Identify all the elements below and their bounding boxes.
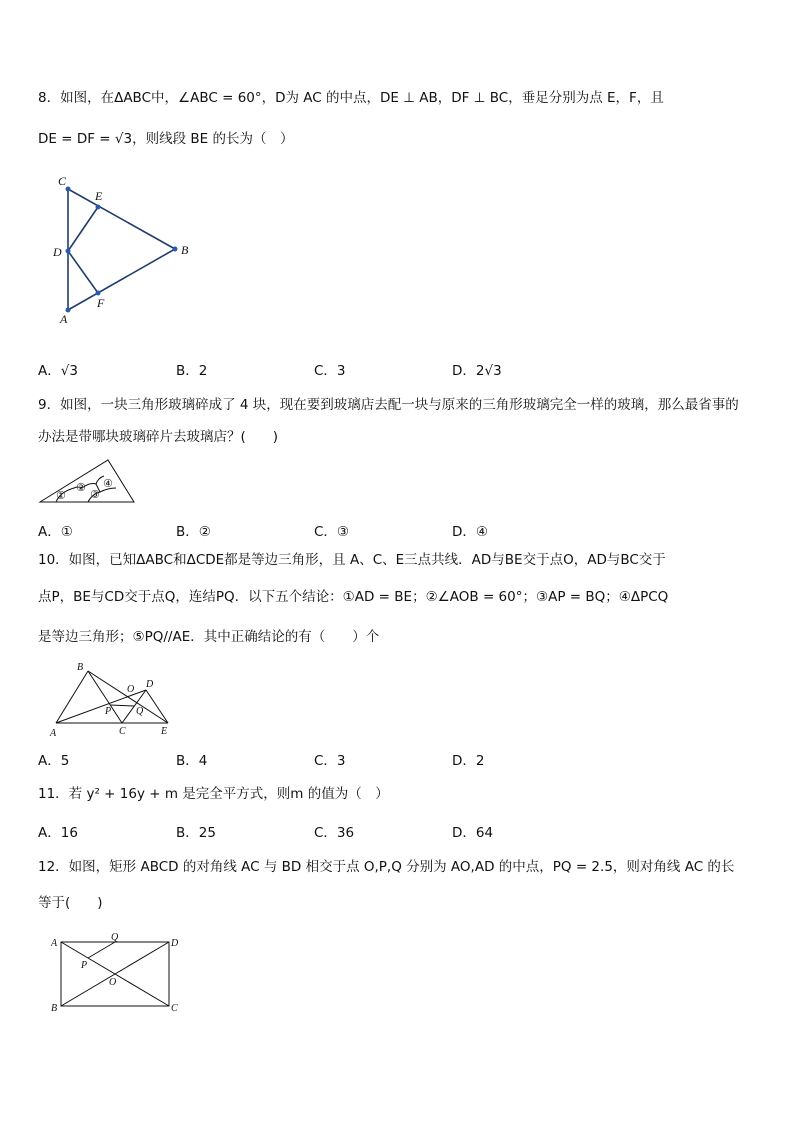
- q8-line-df: [68, 251, 98, 293]
- q9-label-piece2: ②: [76, 481, 86, 494]
- q9-figure: [38, 458, 138, 506]
- q8-point-d: [66, 249, 71, 254]
- q9-option-c[interactable]: C．③: [314, 524, 350, 540]
- q10-label-b: B: [77, 662, 84, 673]
- q8-point-e: [96, 205, 101, 210]
- q9-label-piece4: ④: [103, 477, 113, 490]
- q12-label-a: A: [51, 938, 58, 949]
- q8-option-a[interactable]: A．√3: [38, 363, 78, 379]
- q12-segment-pq: [88, 942, 115, 958]
- q12-text-line2: 等于( ): [38, 895, 103, 911]
- q10-option-c[interactable]: C．3: [314, 753, 346, 769]
- q9-option-d[interactable]: D．④: [452, 524, 488, 540]
- q11-option-c[interactable]: C．36: [314, 825, 355, 841]
- q8-option-c[interactable]: C．3: [314, 363, 346, 379]
- q12-label-q: Q: [111, 932, 119, 943]
- q10-line-pq: [110, 705, 134, 706]
- q9-label-piece3: ③: [90, 488, 100, 501]
- q11-option-a[interactable]: A．16: [38, 825, 78, 841]
- q8-label-d: D: [53, 245, 62, 259]
- q8-figure: [48, 172, 198, 327]
- q12-text-line1: 12．如图，矩形 ABCD 的对角线 AC 与 BD 相交于点 O,P,Q 分别为 AO,AD 的中点，PQ = 2.5，则对角线 AC 的长: [38, 859, 735, 875]
- q8-label-b: B: [181, 243, 189, 257]
- q8-line-ab: [68, 249, 175, 310]
- q8-point-f: [96, 291, 101, 296]
- q9-option-b[interactable]: B．②: [176, 524, 211, 540]
- q10-label-e: E: [161, 726, 168, 737]
- q10-figure: [48, 660, 173, 740]
- q8-option-b[interactable]: B．2: [176, 363, 208, 379]
- q11-text-line1: 11．若 y² + 16y + m 是完全平方式，则m 的值为（ ）: [38, 786, 389, 802]
- q8-label-a: A: [60, 312, 68, 326]
- q8-option-d[interactable]: D．2√3: [452, 363, 502, 379]
- q11-option-d[interactable]: D．64: [452, 825, 494, 841]
- q10-text-line2: 点P，BE与CD交于点Q，连结PQ．以下五个结论：①AD = BE；②∠AOB = 60°；③AP = BQ；④ΔPCQ: [38, 589, 669, 605]
- q8-point-c: [66, 187, 71, 192]
- q10-option-b[interactable]: B．4: [176, 753, 208, 769]
- q9-label-piece1: ①: [56, 489, 66, 502]
- q10-line-de: [146, 690, 168, 723]
- q8-text-line2: DE = DF = √3，则线段 BE 的长为（ ）: [38, 131, 294, 147]
- q9-option-a[interactable]: A．①: [38, 524, 73, 540]
- q10-label-d: D: [146, 679, 154, 690]
- q12-label-c: C: [171, 1003, 178, 1014]
- q10-text-line3: 是等边三角形；⑤PQ//AE．其中正确结论的有（ ）个: [38, 629, 380, 645]
- q11-option-b[interactable]: B．25: [176, 825, 216, 841]
- q8-label-c: C: [58, 174, 67, 188]
- q12-label-o: O: [109, 977, 117, 988]
- q10-label-a: A: [50, 728, 57, 739]
- q8-point-b: [173, 247, 178, 252]
- q8-text-line1: 8．如图，在ΔABC中，∠ABC = 60°，D为 AC 的中点，DE ⊥ AB，DF ⊥ BC，垂足分别为点 E，F，且: [38, 90, 664, 106]
- q10-option-d[interactable]: D．2: [452, 753, 485, 769]
- q8-line-de: [68, 207, 98, 251]
- q10-line-ab: [56, 671, 88, 723]
- q9-text-line1: 9．如图，一块三角形玻璃碎成了 4 块，现在要到玻璃店去配一块与原来的三角形玻璃完全一样的玻璃，那么最省事的: [38, 397, 739, 413]
- q10-label-q: Q: [136, 706, 144, 717]
- q12-label-p: P: [81, 960, 88, 971]
- q9-triangle: [40, 460, 134, 502]
- q12-label-b: B: [51, 1003, 58, 1014]
- q10-option-a[interactable]: A．5: [38, 753, 70, 769]
- q10-text-line1: 10．如图，已知ΔABC和ΔCDE都是等边三角形，且 A、C、E三点共线．AD与BE交于点O，AD与BC交于: [38, 552, 666, 568]
- q12-label-d: D: [171, 938, 179, 949]
- q8-label-e: E: [95, 189, 103, 203]
- q10-label-c: C: [119, 726, 126, 737]
- q8-label-f: F: [97, 296, 105, 310]
- q8-line-cb: [68, 189, 175, 249]
- q10-label-o: O: [127, 684, 135, 695]
- q9-text-line2: 办法是带哪块玻璃碎片去玻璃店？( ): [38, 429, 279, 445]
- q12-figure: [46, 932, 181, 1014]
- q10-label-p: P: [105, 706, 112, 717]
